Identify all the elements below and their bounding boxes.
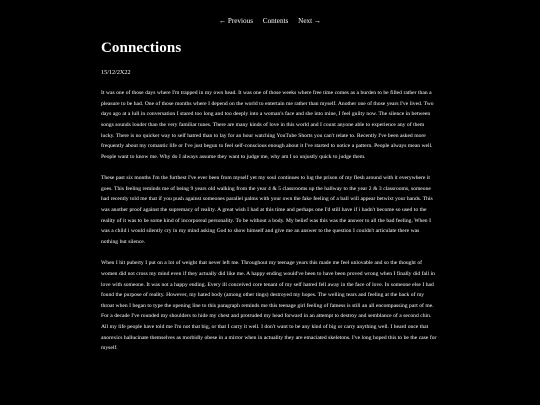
post-date: 15/12/2X22 (101, 69, 131, 76)
previous-link[interactable]: ← Previous (218, 17, 253, 25)
paragraph-2: These past six months I'm the furthest I've ever been from myself yet my soul continues to lug the prison of my flesh around with it everywhere it goes. This feeling reminds me of being 9 years old walking from the year 4 & 5 classrooms up the hallway to the year 2 & 3 classrooms, someone had recently told me that if you push against someones parallel palms with your own the fake feeling of a ball will appear betwixt your hands. This was another proof against the supremacy of reality. A great wish I had at this time and perhaps one I'd still have if i hadn't become so used to the reality of it was to be some kind of incorporeal personality. To be without a body. My belief was this was the answer to all the bad feeling. When I was a child i would silently cry in my mind asking God to show himself and give me an answer to the question I couldn't articulate there was nothing but silence. (101, 175, 433, 246)
next-link[interactable]: Next → (298, 17, 322, 25)
contents-link[interactable]: Contents (262, 17, 289, 25)
page-title: Connections (101, 40, 182, 56)
post-navigation (0, 16, 540, 26)
post-body (101, 88, 437, 354)
paragraph-1: It was one of those days where I'm trapped in my own head. It was one of those weeks where free time comes as a burden to be filled rather than a pleasure to be had. One of those months where I depend on the world to entertain me rather than myself. Another one of those years I've lived. Two days ago at a lull in conversation I stared too long and too deeply into a woman's face and she into mine, I feel guilty now. The silence in between songs sounds louder than the very familiar tunes. There are many kinds of love in this world and I count anyone able to experience any of them lucky. There is no quicker way to self hatred than to lay for an hour watching YouTube Shorts you can't relate to. Recently I've been asked more frequently about my romantic life or I've just begun to feel self-conscious enough about it I've started to notice a pattern. People always mean well. People want to know me. Why do I always assume they want to judge me, why am I so unjustly quick to judge them. (101, 90, 434, 160)
post-article (101, 39, 437, 354)
paragraph-3: When I hit puberty I put on a lot of weight that never left me. Throughout my teenage years this made me feel unlovable and so the thought of women did not cross my mind even if they actually did like me. A happy ending would've been to have been proved wrong when I finally did fall in love with someone. It was not a happy ending. Every ill conceived core tenant of my self hatred fell away in the face of love. In someone else I had found the purpose of reality. However, my hated body (among other tings) destroyed my hopes. The welling tears and feeling at the back of my throat when I began to type the opening line to this paragraph reminds me this teenage girl feeling of fatness is still an all encompassing part of me. For a decade I've rounded my shoulders to hide my chest and protruded my head forward in an attempt to destroy and semblance of a second chin. All my life people have told me I'm not that big, or that I carry it well. I don't want to be any kind of big or carry anything well. I heard once that anorexics hallucinate themselves as morbidly obese in a mirror when in actuality they are emaciated skeletons. I've long hoped this to be the case for myself. (101, 260, 437, 352)
